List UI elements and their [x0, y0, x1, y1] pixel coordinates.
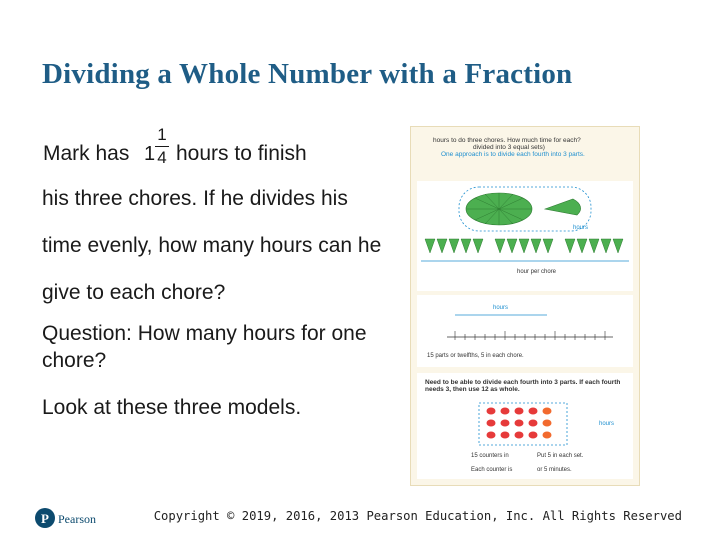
circle-model-svg — [417, 181, 633, 291]
pearson-wordmark: Pearson — [58, 512, 96, 526]
fraction-bar — [155, 146, 169, 147]
counter — [543, 420, 552, 427]
counter — [543, 408, 552, 415]
svg-text:P: P — [41, 511, 49, 526]
counter — [487, 408, 496, 415]
counter — [515, 432, 524, 439]
counters-svg — [417, 373, 633, 479]
number-line-label: hours — [493, 305, 509, 311]
chore-wedge — [577, 239, 587, 253]
chore-wedge — [449, 239, 459, 253]
fraction-numerator: 1 — [157, 125, 167, 144]
pearson-logo — [34, 504, 114, 532]
counter — [501, 408, 510, 415]
counters-panel — [417, 373, 633, 479]
counters-intro: Need to be able to divide each fourth into 3 parts. If each fourth needs 3, then use 12 as whole. — [425, 379, 621, 393]
figure-approach-text: One approach is to divide each fourth into 3 parts. — [441, 151, 585, 158]
counters-hours-label: hours — [599, 421, 615, 427]
problem-lead: Mark has — [43, 142, 130, 165]
problem-first-line-rest: hours to finish — [176, 142, 307, 165]
chore-wedge — [565, 239, 575, 253]
chore-wedge — [461, 239, 471, 253]
problem-continuation: his three chores. If he divides his time evenly, how many hours can he give to each chore? — [42, 187, 382, 304]
chore-wedge — [495, 239, 505, 253]
circle-hours-label: hours — [573, 225, 589, 231]
counters-caption-1b: Put 5 in each set. — [537, 453, 584, 459]
number-line-panel — [417, 295, 633, 367]
mixed-number-fraction — [155, 126, 169, 166]
chore-wedge — [425, 239, 435, 253]
figure-top-line1: hours to do three chores. How much time for each? — [433, 137, 581, 144]
counter — [487, 432, 496, 439]
number-line-svg — [417, 295, 633, 367]
counter — [487, 420, 496, 427]
counter — [501, 420, 510, 427]
counter — [529, 420, 538, 427]
chore-wedge — [589, 239, 599, 253]
counters-caption-2b: or 5 minutes. — [537, 467, 572, 473]
chore-wedge — [531, 239, 541, 253]
problem-first-line — [42, 125, 382, 178]
chore-wedge — [543, 239, 553, 253]
chore-wedge — [601, 239, 611, 253]
counter — [501, 432, 510, 439]
fraction-denominator: 4 — [157, 148, 167, 167]
per-chore-label: hour per chore — [517, 269, 557, 275]
models-figure — [410, 126, 640, 486]
problem-text — [42, 125, 382, 422]
figure-top-text — [433, 137, 633, 158]
chore-wedges — [425, 239, 623, 253]
counters-caption-2: Each counter is — [471, 467, 513, 473]
counters-caption-1: 15 counters in — [471, 453, 509, 459]
chore-wedge — [507, 239, 517, 253]
counters-grid — [487, 408, 552, 439]
chore-wedge — [613, 239, 623, 253]
circle-model-panel — [417, 181, 633, 291]
instruction-text: Look at these three models. — [42, 396, 302, 419]
figure-top-line2: divided into 3 equal sets) — [473, 144, 545, 151]
counter — [515, 408, 524, 415]
chore-wedge — [519, 239, 529, 253]
counter — [515, 420, 524, 427]
quarter-wedge — [545, 199, 581, 215]
number-line-ticks — [455, 331, 605, 340]
copyright-notice: Copyright © 2019, 2016, 2013 Pearson Education, Inc. All Rights Reserved — [153, 509, 682, 523]
mixed-number-whole: 1 — [144, 143, 156, 165]
counter — [529, 408, 538, 415]
counter — [543, 432, 552, 439]
chore-wedge — [473, 239, 483, 253]
counter — [529, 432, 538, 439]
number-line-caption: 15 parts or twelfths, 5 in each chore. — [427, 353, 524, 359]
slide-title: Dividing a Whole Number with a Fraction — [42, 58, 573, 90]
question-text: Question: How many hours for one chore? — [42, 322, 367, 372]
chore-wedge — [437, 239, 447, 253]
